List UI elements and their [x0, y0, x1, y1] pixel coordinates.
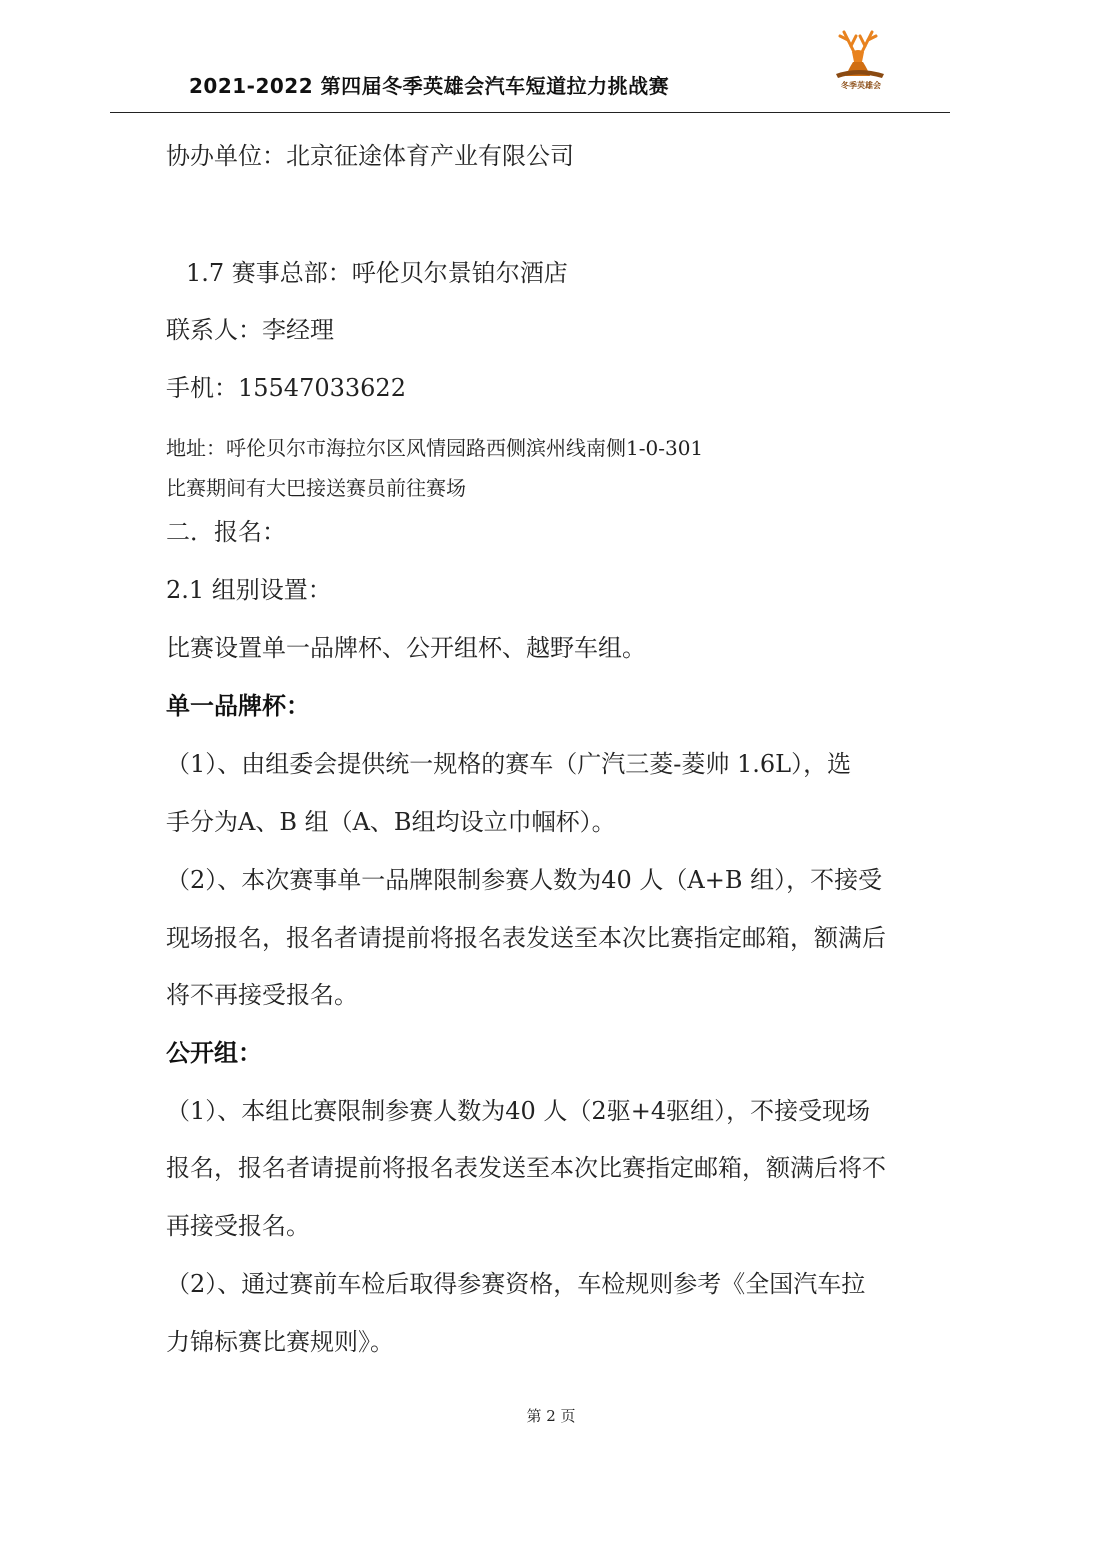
section-1-7-headquarters: 1.7 赛事总部：呼伦贝尔景铂尔酒店 [186, 259, 568, 287]
page-number: 第 2 页 [526, 1407, 576, 1425]
open-group-item-2-line-1: （2）、通过赛前车检后取得参赛资格，车检规则参考《全国汽车拉 [166, 1270, 866, 1298]
contact-person-line: 联系人：李经理 [166, 316, 334, 344]
address-line: 地址：呼伦贝尔市海拉尔区风情园路西侧滨州线南侧1-0-301 [166, 436, 704, 460]
open-group-item-1-line-3: 再接受报名。 [166, 1212, 310, 1240]
co-organizer-line: 协办单位：北京征途体育产业有限公司 [166, 142, 574, 170]
single-brand-item-2-line-1: （2）、本次赛事单一品牌限制参赛人数为40 人（A+B 组），不接受 [166, 866, 883, 894]
open-group-heading: 公开组： [166, 1039, 262, 1067]
single-brand-item-2-line-2: 现场报名，报名者请提前将报名表发送至本次比赛指定邮箱，额满后 [166, 924, 886, 952]
section-2-registration: 二．报名： [166, 518, 286, 546]
single-brand-item-2-line-3: 将不再接受报名。 [166, 981, 358, 1009]
single-brand-item-1-line-1: （1）、由组委会提供统一规格的赛车（广汽三菱-菱帅 1.6L），选 [166, 750, 852, 778]
groups-summary-line: 比赛设置单一品牌杯、公开组杯、越野车组。 [166, 634, 646, 662]
deer-logo-icon [826, 26, 896, 92]
open-group-item-2-line-2: 力锦标赛比赛规则》。 [166, 1328, 394, 1356]
svg-text:冬季英雄会: 冬季英雄会 [841, 81, 881, 90]
mobile-phone-line: 手机：15547033622 [166, 374, 406, 402]
single-brand-cup-heading: 单一品牌杯： [166, 692, 310, 720]
open-group-item-1-line-1: （1）、本组比赛限制参赛人数为40 人（2驱+4驱组），不接受现场 [166, 1097, 871, 1125]
single-brand-item-1-line-2: 手分为A、B 组（A、B组均设立巾帼杯）。 [166, 808, 616, 836]
header-divider [110, 112, 950, 113]
open-group-item-1-line-2: 报名，报名者请提前将报名表发送至本次比赛指定邮箱，额满后将不 [166, 1154, 886, 1182]
section-2-1-groups: 2.1 组别设置： [166, 576, 332, 604]
header-title: 2021-2022 第四届冬季英雄会汽车短道拉力挑战赛 [189, 74, 670, 98]
shuttle-bus-note: 比赛期间有大巴接送赛员前往赛场 [166, 476, 466, 500]
